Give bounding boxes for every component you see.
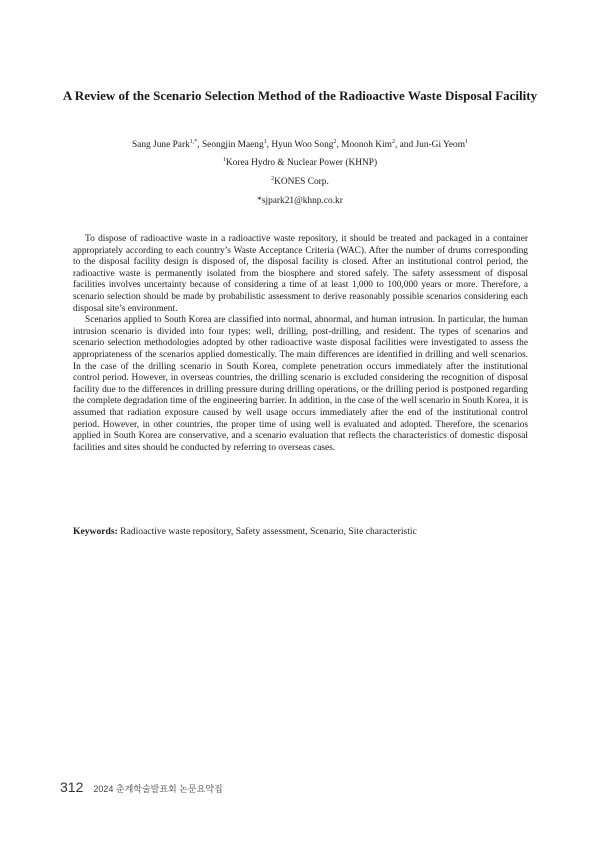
affiliation-name: Korea Hydro & Nuclear Power (KHNP): [225, 158, 378, 168]
paper-title: A Review of the Scenario Selection Method of the Radioactive Waste Disposal Facility: [62, 88, 538, 103]
author-name: Sang June Park: [131, 140, 190, 150]
keywords-label: Keywords:: [73, 526, 118, 537]
affiliation-mark: 2: [271, 176, 275, 182]
author-affiliation-mark: 2: [391, 139, 395, 145]
author-name: Seongjin Maeng: [201, 140, 264, 150]
author-name: Hyun Woo Song: [271, 140, 334, 150]
abstract-paragraph: Scenarios applied to South Korea are classified into normal, abnormal, and human intrusion. In particular, the human intrusion scenario is divided into four types: well, drilling, post-drilling, and resident. The types of scenarios and scenario selection methodologies adopted by other radioactive waste disposal facilities were investigated to assess the appropriateness of the scenarios applied domestically. The main differences are identified in drilling and well scenarios. In the case of the drilling scenario in South Korea, complete penetration occurs immediately after the institutional control period. However, in overseas countries, the drilling scenario is excluded considering the recognition of disposal facility due to the differences in drilling pressure during drilling operations, or the drilling period is postponed regarding the complete degradation time of the engineering barrier. In addition, in the case of the well scenario in South Korea, it is assumed that radiation exposure caused by well usage occurs immediately after the end of the institutional control period. However, in other countries, the proper time of using well is evaluated and adopted. Therefore, the scenarios applied in South Korea are conservative, and a scenario evaluation that reflects the characteristics of domestic disposal facilities and sites should be conducted by referring to overseas cases.: [73, 315, 528, 453]
author-list: Sang June Park$^{1,*}$, Seongjin Maeng$^1$, Hyun Woo Song$^2$, Moonoh Kim$^2$, and Jun-Gi Yeom$^1$: [131, 139, 469, 150]
affiliation-mark: 1: [222, 157, 226, 163]
author-affiliation-mark: 1: [263, 139, 267, 145]
affiliation-2: [40, 175, 560, 189]
abstract-paragraph: To dispose of radioactive waste in a radioactive waste repository, it should be treated and packaged in a container appropriately according to each country’s Waste Acceptance Criteria (WAC). After the number of drums corresponding to the disposal facility design is disposed of, the disposal facility is closed. After an institutional control period, the radioactive waste is permanently isolated from the biosphere and stored safely. The safety assessment of disposal facilities involves uncertainty because of considering a time of at least 1,000 to 100,000 years or more. Therefore, a scenario selection should be made by probabilistic assessment to derive reasonably possible scenarios considering each disposal site’s environment.: [73, 234, 528, 314]
keywords: [73, 526, 528, 538]
proceedings-title: 2024 춘계학술발표회 논문요약집: [93, 784, 223, 794]
author-affiliation-mark: 1: [465, 139, 469, 145]
affiliation-name: KONES Corp.: [274, 177, 329, 187]
affiliation-1: [40, 156, 560, 170]
author-affiliation-mark: 1,*: [189, 139, 198, 145]
page-footer: [60, 779, 223, 799]
author-affiliation-mark: 2: [333, 139, 337, 145]
abstract: [73, 234, 528, 454]
page-number: 312: [60, 779, 84, 795]
keywords-text: Radioactive waste repository, Safety assessment, Scenario, Site characteristic: [120, 526, 417, 537]
corresponding-email: *sjpark21@khnp.co.kr: [257, 196, 343, 206]
author-name: Jun-Gi Yeom: [415, 140, 466, 150]
author-name: Moonoh Kim: [341, 140, 392, 150]
